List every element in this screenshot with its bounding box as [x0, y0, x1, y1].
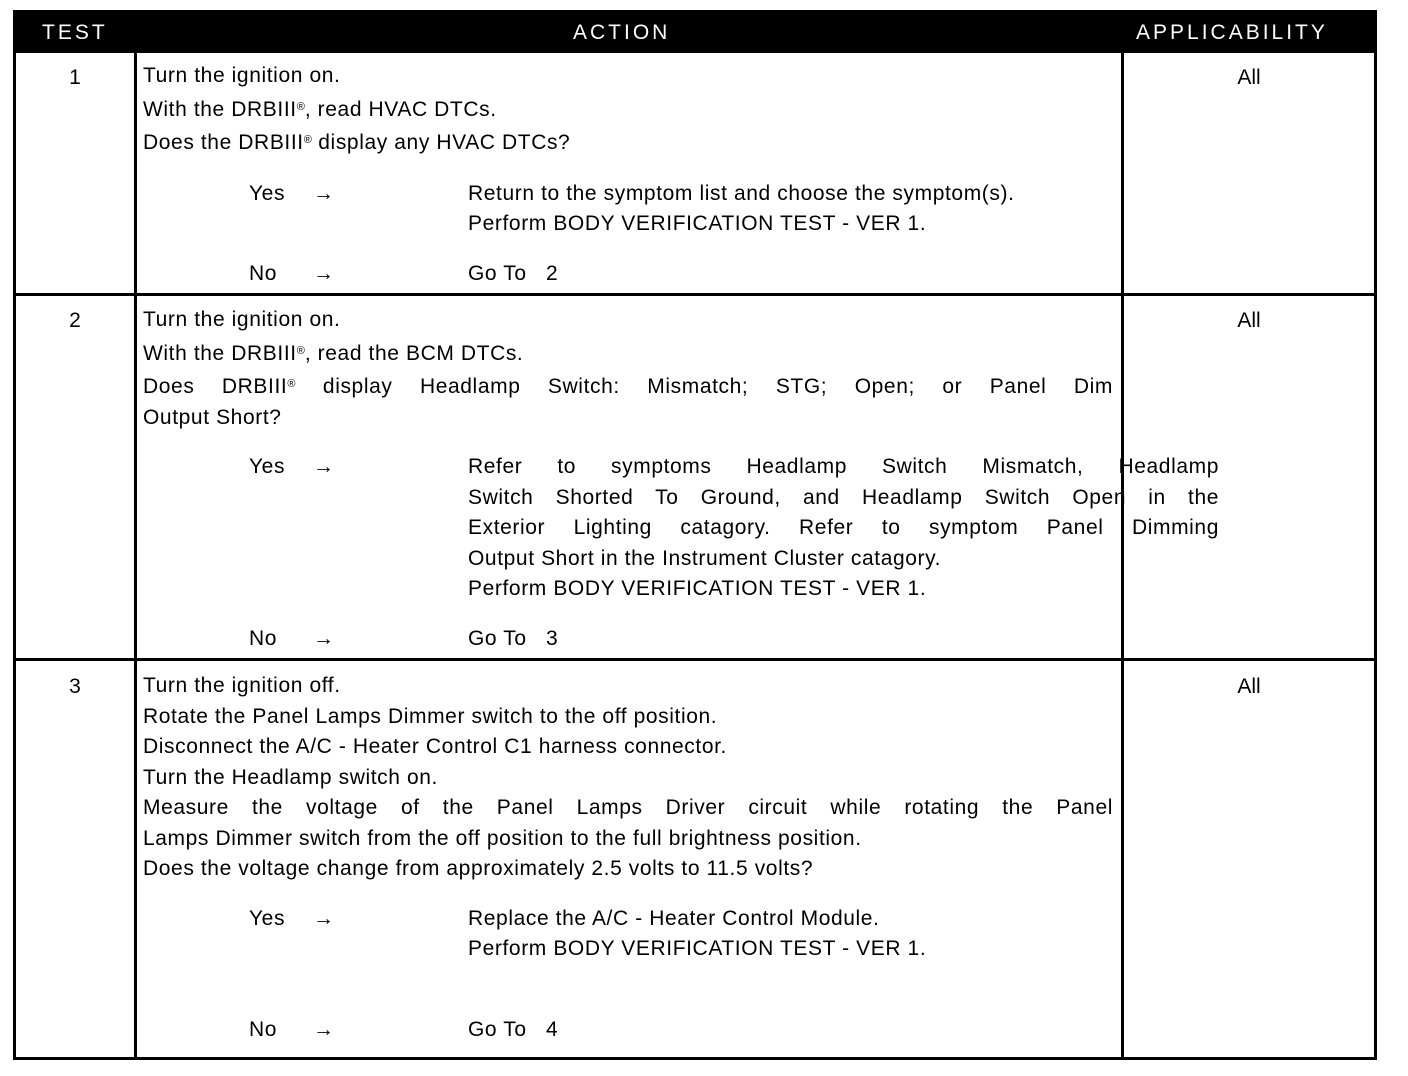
yes-line: Perform BODY VERIFICATION TEST - VER 1.	[468, 577, 927, 600]
yes-line: Refer to symptoms Headlamp Switch Mismatch, Headlamp	[468, 455, 1219, 478]
action-line: Disconnect the A/C - Heater Control C1 harness connector.	[143, 735, 727, 758]
row-divider-2	[16, 658, 1374, 661]
action-line: With the DRBIII®, read the BCM DTCs.	[143, 341, 524, 365]
action-step-2	[143, 305, 1219, 654]
action-line: Turn the Headlamp switch on.	[143, 765, 438, 789]
yes-line: Return to the symptom list and choose the symptom(s).	[468, 181, 1015, 205]
no-goto: Go To 3	[468, 626, 559, 650]
applicability-3: All	[1237, 675, 1261, 698]
no-label: No	[249, 1017, 278, 1041]
no-outcome-1	[143, 259, 1113, 290]
registered-mark: ®	[303, 134, 312, 146]
action-line: Rotate the Panel Lamps Dimmer switch to the off position.	[143, 704, 718, 728]
yes-line: Replace the A/C - Heater Control Module.	[468, 906, 880, 930]
no-label: No	[249, 261, 278, 285]
action-line: Does DRBIII® display Headlamp Switch: Mismatch; STG; Open; or Panel Dim	[143, 375, 1114, 398]
action-line: Turn the ignition off.	[143, 674, 341, 697]
action-line: With the DRBIII®, read HVAC DTCs.	[143, 97, 497, 121]
no-label: No	[249, 626, 278, 650]
yes-label: Yes	[249, 906, 286, 930]
header-action: ACTION	[573, 21, 671, 44]
arrow-right-icon: →	[313, 1017, 335, 1041]
yes-line: Perform BODY VERIFICATION TEST - VER 1.	[468, 212, 927, 235]
applicability-1: All	[1237, 66, 1261, 89]
arrow-right-icon: →	[313, 906, 335, 930]
arrow-right-icon: →	[313, 626, 335, 650]
header-test: TEST	[42, 21, 108, 44]
yes-label: Yes	[249, 455, 286, 478]
yes-line: Exterior Lighting catagory. Refer to symptom Panel Dimming	[468, 516, 1219, 539]
test-number-3: 3	[69, 675, 81, 698]
test-number-1: 1	[69, 66, 81, 89]
action-line: Measure the voltage of the Panel Lamps Driver circuit while rotating the Panel	[143, 796, 1113, 819]
registered-mark: ®	[296, 100, 305, 113]
arrow-right-icon: →	[313, 261, 335, 285]
action-line: Does the voltage change from approximately 2.5 volts to 11.5 volts?	[143, 857, 814, 880]
no-outcome-2	[143, 624, 1113, 655]
yes-line: Perform BODY VERIFICATION TEST - VER 1.	[468, 937, 927, 960]
registered-mark: ®	[296, 344, 305, 357]
action-line: Turn the ignition on.	[143, 308, 341, 331]
yes-outcome-2	[143, 452, 1219, 605]
row-divider-1	[16, 293, 1374, 296]
column-divider-test	[134, 53, 137, 1057]
yes-outcome-3	[143, 904, 1113, 965]
yes-outcome-1	[143, 179, 1113, 240]
no-outcome-3	[143, 1015, 1113, 1046]
registered-mark: ®	[287, 378, 296, 390]
arrow-right-icon: →	[313, 455, 335, 478]
yes-line: Switch Shorted To Ground, and Headlamp Switch Open in the	[468, 485, 1219, 509]
action-line: Does the DRBIII® display any HVAC DTCs?	[143, 131, 571, 154]
action-line: Output Short?	[143, 405, 282, 429]
no-goto: Go To 2	[468, 261, 559, 285]
diagnostic-table	[13, 10, 1377, 1060]
no-goto: Go To 4	[468, 1017, 559, 1041]
yes-line: Output Short in the Instrument Cluster catagory.	[468, 546, 942, 570]
table-header	[16, 13, 1374, 53]
applicability-2: All	[1237, 309, 1261, 332]
test-number-2: 2	[69, 309, 81, 332]
arrow-right-icon: →	[313, 181, 335, 205]
action-step-3	[143, 671, 1113, 1045]
header-applicability: APPLICABILITY	[1136, 21, 1328, 44]
action-step-1	[143, 61, 1113, 289]
yes-label: Yes	[249, 181, 286, 205]
action-line: Lamps Dimmer switch from the off position to the full brightness position.	[143, 826, 862, 850]
action-line: Turn the ignition on.	[143, 64, 341, 87]
